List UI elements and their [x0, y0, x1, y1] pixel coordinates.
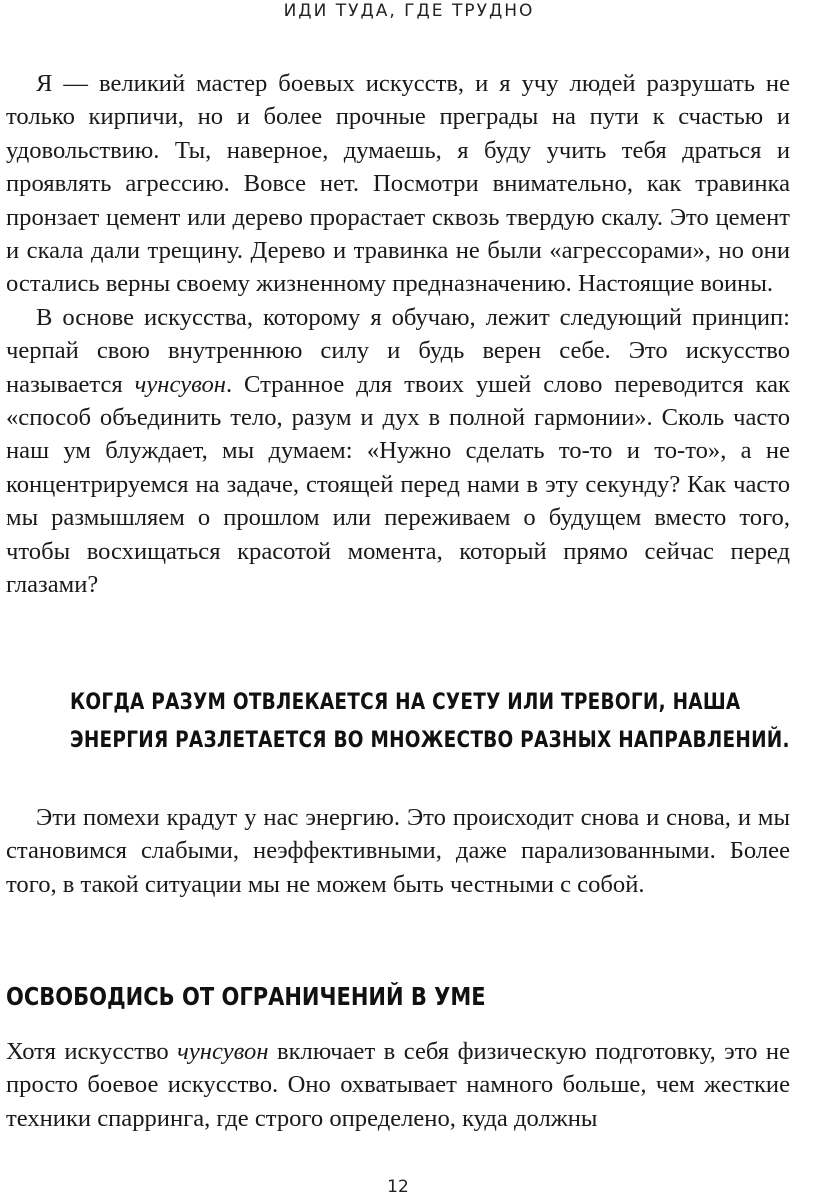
term-chunsuvon-2: чунсувон — [177, 1038, 269, 1065]
paragraph-4-after-term: включает в себя физическую подготовку, это не просто боевое искусство. Оно охватывает намного больше, чем жесткие техники спарринга, где строго определено, куда должны — [6, 1038, 790, 1132]
paragraph-2-after-term: . Странное для твоих ушей слово переводится как «способ объединить тело, разум и дух в полной гармонии». Сколь часто наш ум блуждает, мы думаем: «Нужно сделать то-то и то-то», а не концентрируемся на задаче, стоящей перед нами в эту секунду? Как часто мы размышляем о прошлом или переживаем о будущем вместо того, чтобы восхищаться красотой момента, который прямо сейчас перед глазами? — [6, 370, 790, 599]
paragraph-2 — [6, 301, 790, 602]
text-block-top — [6, 67, 790, 602]
section-heading: ОСВОБОДИСЬ ОТ ОГРАНИЧЕНИЙ В УМЕ — [6, 982, 486, 1011]
text-block-middle — [6, 801, 790, 901]
term-chunsuvon: чунсувон — [134, 370, 226, 398]
text-block-bottom — [6, 1035, 790, 1135]
running-head: ИДИ ТУДА, ГДЕ ТРУДНО — [283, 1, 535, 21]
paragraph-4-before-term: Хотя искусство — [6, 1038, 178, 1065]
paragraph-2-before-term: В основе искусства, которому я обучаю, лежит следующий принцип: черпай свою внутреннюю силу и будь верен себе. Это искусство называется — [6, 303, 790, 398]
paragraph-3: Эти помехи крадут у нас энергию. Это происходит снова и снова, и мы становимся слабыми, неэффективными, даже парализованными. Более того, в такой ситуации мы не можем быть честными с собой. — [6, 804, 790, 898]
paragraph-1: Я — великий мастер боевых искусств, и я учу людей разрушать не только кирпичи, но и более прочные преграды на пути к счастью и удовольствию. Ты, наверное, думаешь, я буду учить тебя драться и проявлять агрессию. Вовсе нет. Посмотри внимательно, как травинка пронзает цемент или дерево прорастает сквозь твердую скалу. Это цемент и скала дали трещину. Дерево и травинка не были «агрессорами», но они остались верны своему жизненному предназначению. Настоящие воины. — [6, 70, 790, 298]
pull-quote-line-2: ЭНЕРГИЯ РАЗЛЕТАЕТСЯ ВО МНОЖЕСТВО РАЗНЫХ НАПРАВЛЕНИЙ. — [70, 728, 790, 753]
paragraph-4 — [6, 1035, 790, 1135]
pull-quote-line-1: КОГДА РАЗУМ ОТВЛЕКАЕТСЯ НА СУЕТУ ИЛИ ТРЕВОГИ, НАША — [70, 690, 741, 715]
pull-quote — [70, 684, 790, 760]
page-number: 12 — [387, 1177, 409, 1197]
